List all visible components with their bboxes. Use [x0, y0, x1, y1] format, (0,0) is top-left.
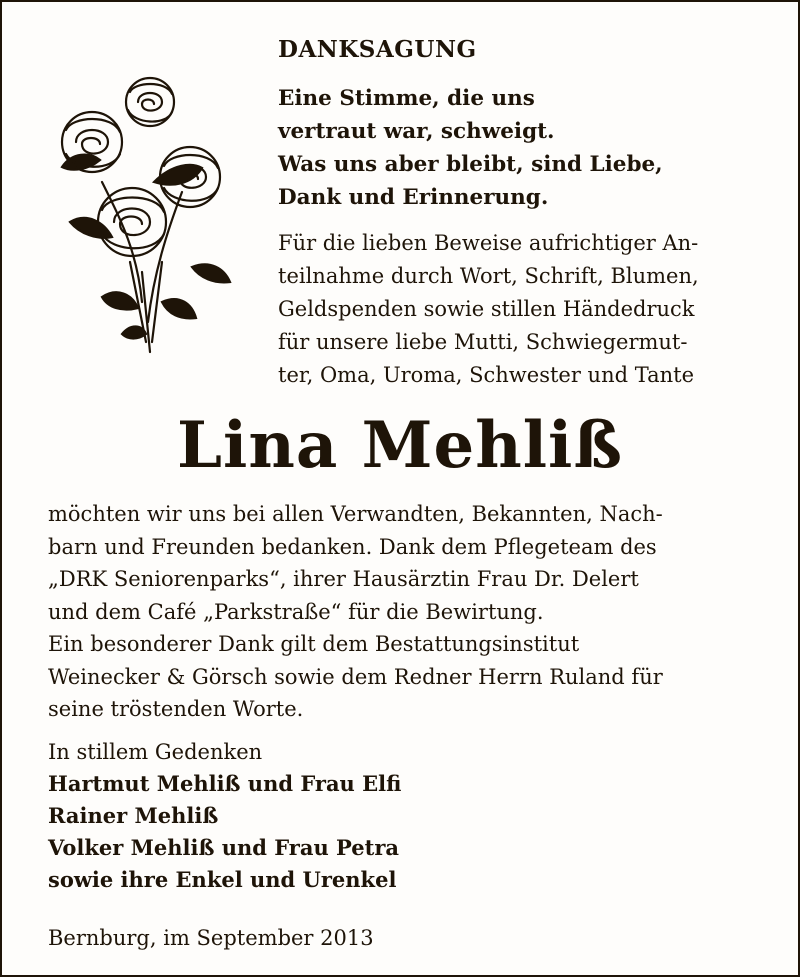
body-line: seine tröstenden Worte.	[48, 697, 304, 721]
roses-icon	[42, 72, 242, 357]
thanks-paragraph	[48, 498, 663, 726]
verse-line: vertraut war, schweigt.	[278, 119, 555, 144]
body-line: und dem Café „Parkstraße“ für die Bewirtung.	[48, 599, 544, 624]
body-line: Ein besonderer Dank gilt dem Bestattungsinstitut	[48, 632, 580, 656]
signer: Hartmut Mehliß und Frau Elfi	[48, 771, 402, 796]
body-line: barn und Freunden bedanken. Dank dem Pflegeteam des	[48, 534, 657, 559]
intro-line: Geldspenden sowie stillen Händedruck	[278, 297, 695, 321]
signers-list	[48, 768, 401, 896]
signer: Rainer Mehliß	[48, 803, 219, 828]
intro-line: Für die lieben Beweise aufrichtiger An-	[278, 231, 699, 255]
body-line: „DRK Seniorenparks“, ihrer Hausärztin Frau Dr. Delert	[48, 567, 639, 591]
verse-line: Was uns aber bleibt, sind Liebe,	[278, 152, 663, 177]
intro-paragraph	[278, 227, 699, 392]
notice-heading: DANKSAGUNG	[278, 36, 477, 63]
signoff-label: In stillem Gedenken	[48, 740, 263, 764]
verse-line: Eine Stimme, die uns	[278, 86, 535, 111]
body-line: möchten wir uns bei allen Verwandten, Bekannten, Nach-	[48, 502, 663, 526]
deceased-name: Lina Mehliß	[177, 408, 623, 483]
place-date: Bernburg, im September 2013	[48, 926, 374, 950]
signer: sowie ihre Enkel und Urenkel	[48, 867, 397, 892]
body-line: Weinecker & Görsch sowie dem Redner Herrn Ruland für	[48, 664, 663, 689]
intro-line: teilnahme durch Wort, Schrift, Blumen,	[278, 264, 699, 288]
intro-line: ter, Oma, Uroma, Schwester und Tante	[278, 363, 695, 387]
signer: Volker Mehliß und Frau Petra	[48, 835, 400, 860]
intro-line: für unsere liebe Mutti, Schwiegermut-	[278, 330, 688, 354]
verse-line: Dank und Erinnerung.	[278, 185, 549, 210]
memorial-verse	[278, 82, 663, 214]
